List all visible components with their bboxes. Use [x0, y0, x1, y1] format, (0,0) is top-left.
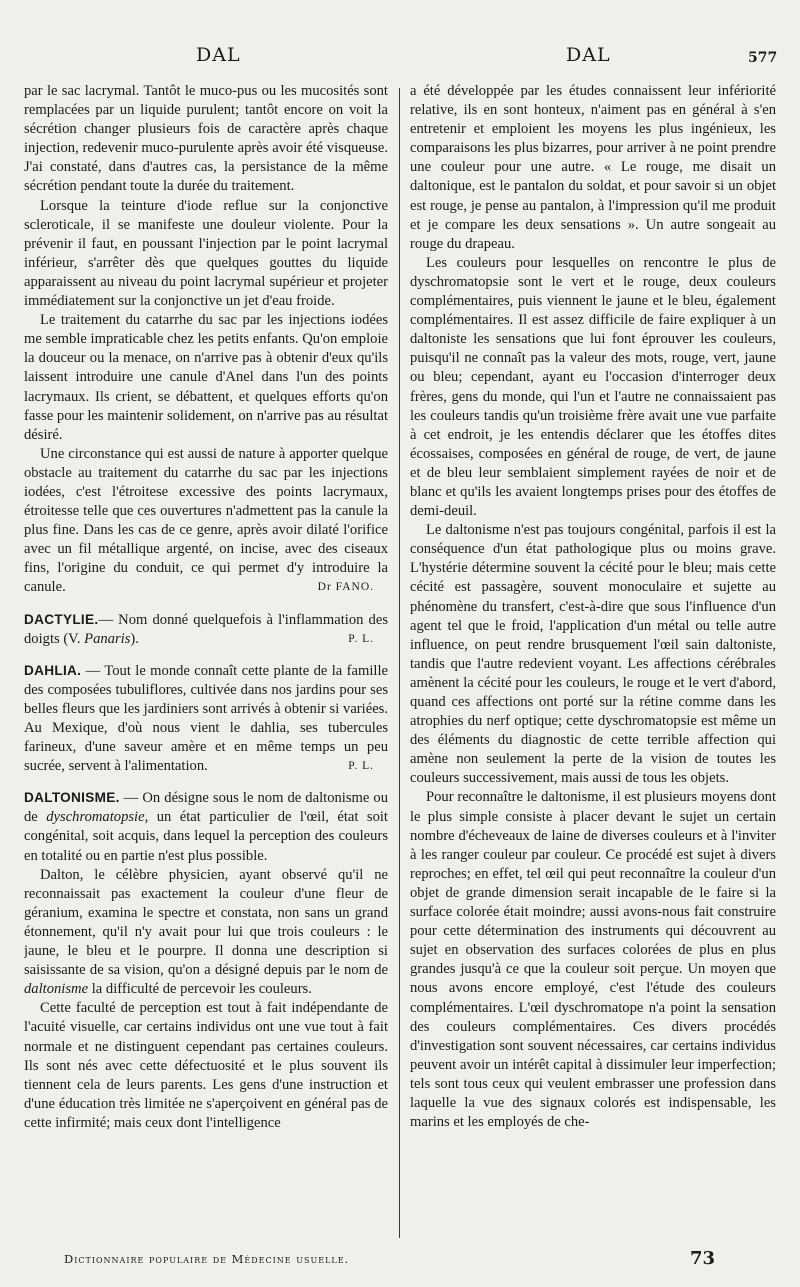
- paragraph: par le sac lacrymal. Tantôt le muco-pus ou les mucosités sont remplacées par un liquide purulent; tantôt encore on voit la sécrétion changer plusieurs fois de caractère après chaque injection, redevenir muco-purulente après avoir été visqueuse. J'ai constaté, dans d'autres cas, la persistance de la même sécrétion pendant toute la durée du traitement.: [24, 83, 388, 195]
- running-head-left: DAL: [196, 44, 241, 66]
- paragraph-text: la difficulté de percevoir les couleurs.: [88, 981, 312, 998]
- page-number: 577: [748, 50, 778, 66]
- paragraph: Le daltonisme n'est pas toujours congénital, parfois il est la conséquence d'un état pathologique plus ou moins grave. L'hystérie détermine souvent la cécité pour le bleu; mais cette cécité est passagère, souvent monoculaire et sujette au phénomène du transfert, c'est-à-dire que sous l'influence d'un agent tel que le froid, l'application d'un métal ou telle autre influence, on peut rendre brusquement l'œil sain daltoniste, tandis que l'autre redevient voyant. Les affections cérébrales amènent la cécité pour les couleurs, le rouge et le vert d'abord, quand ces affections ont porté sur la rétine comme dans les atrophies du nerf optique; cette dyschromatopsie est même un des éléments du diagnostic de cette terrible affection qui amène non seulement la perte de la vision de toutes les couleurs successivement, mais aussi de tous les objets.: [410, 522, 776, 787]
- paragraph: Les couleurs pour lesquelles on rencontre le plus de dyschromatopsie sont le vert et le rouge, deux couleurs complémentaires, puis viennent le jaune et le bleu, également complémentaires. Il est assez difficile de faire expliquer à un daltoniste les sensations que lui font éprouver les couleurs, puisqu'il ne connaît pas la valeur des mots, rouge, vert, jaune ou bleu; cependant, ayant eu l'occasion d'interroger deux frères, gens du monde, qui l'un et l'autre ne connaissaient pas les couleurs tandis qu'un troisième frère avait une vue parfaite à cet endroit, je les entendis déclarer que les étoffes dites écossaises, composées en général de rouge, de vert, de jaune et de bleu leur semblaient simplement rayées de noir et de blanc et qu'ils les avaient longtemps prises pour des étoffes de demi-deuil.: [410, 254, 776, 520]
- entry-text: — Nom donné quelquefois à l'inflammation des doigts (V.: [24, 611, 388, 647]
- author-signature: Dr FANO.: [317, 581, 374, 594]
- sheet-signature: 73: [690, 1248, 716, 1269]
- paragraph: Le traitement du catarrhe du sac par les injections iodées me semble impraticable chez les petits enfants. Qu'on emploie la douceur ou la menace, on n'arrive pas à obtenir d'eux qu'ils laissent introduire une canule d'Anel dans l'un des points lacrymaux. Ils crient, se débattent, et quelques efforts qu'on fasse pour les maintenir solidement, on n'arrive pas au résultat désiré.: [24, 312, 388, 443]
- left-column: [24, 82, 388, 1242]
- entry-italic: dyschromatopsie: [46, 809, 145, 826]
- entry-reference: Panaris: [84, 630, 131, 647]
- author-signature: P. L.: [348, 760, 374, 773]
- entry-term: DALTONISME.: [24, 790, 120, 806]
- entry-daltonisme: [24, 788, 388, 865]
- paragraph: a été développée par les études connaissent leur infériorité relative, ils en sont honteux, n'aiment pas en général à s'en entretenir et emploient les moyens les plus ingénieux, les comparaisons les plus bizarres, pour arriver à ne point prendre une couleur pour une autre. « Le rouge, me disait un daltonique, est le pantalon du soldat, et pour savoir si un objet est rouge, je pense au pantalon, à l'impression qu'il me produit et je compare les deux sensations ». Un autre songeait au rouge du drapeau.: [410, 83, 776, 252]
- entry-term: DACTYLIE.: [24, 611, 99, 627]
- paragraph: [24, 866, 388, 1000]
- entry-dactylie: [24, 610, 388, 649]
- running-head-right: DAL: [566, 44, 611, 66]
- paragraph-text: Dalton, le célèbre physicien, ayant observé qu'il ne reconnaissait pas exactement la couleur d'une fleur de géranium, examina le spectre et constata, non sans un grand étonnement, qu'il n'y avait pour lui que trois couleurs : le jaune, le bleu et le pourpre. Il donna une description si saisissante de sa vision, qu'on a désigné depuis par le nom de: [24, 866, 388, 979]
- paragraph: Lorsque la teinture d'iode reflue sur la conjonctive scleroticale, il se manifeste une douleur violente. Pour la prévenir il faut, en poussant l'injection par le point lacrymal inférieur, s'arrêter dès que quelques gouttes du liquide apparaissent au niveau du point lacrymal supérieur et projeter immédiatement sur la conjonctive un jet d'eau froide.: [24, 197, 388, 310]
- paragraph-text: Une circonstance qui est aussi de nature à apporter quelque obstacle au traitement du catarrhe du sac par les injections iodées, c'est l'étroitese excessive des points lacrymaux, étroitesse telle que ces ouvertures n'admettent pas la canule la plus fine. Dans les cas de ce genre, après avoir dilaté l'orifice avec un fil métallique argenté, on incise, avec des ciseaux fins, l'origine du conduit, ce qui permet d'y introduire la canule.: [24, 445, 388, 596]
- entry-text: , un état particulier de l'œil, état soit congénital, soit acquis, dans lequel la perception des couleurs en totalité ou en partie n'est plus possible.: [24, 809, 388, 864]
- paragraph: Pour reconnaître le daltonisme, il est plusieurs moyens dont le plus simple consiste à placer devant le sujet un certain nombre d'écheveaux de laine de diverses couleurs et à l'inviter à les ranger couleur par couleur. Ce procédé est sujet à divers reproches; en effet, tel œil qui peut reconnaître la couleur d'un objet de grande dimension serait incapable de le faire si la surface colorée était moindre; aussi avons-nous fait construire pour cette détermination des instruments qui découvrent au sujet en observation des surfaces colorées de plus en plus grandes jusqu'à ce que la couleur soit perçue. Un moyen que nous avons encore employé, c'est l'étude des couleurs complémentaires. L'œil dyschromatope n'a point la sensation des couleurs complémentaires. Ces divers procédés d'investigation sont souvent nécessaires, car certains individus peuvent avoir un intérêt capital à dissimuler leur imperfection; tels sont tous ceux qui veulent embrasser une profession dans laquelle la vue des signaux colorés est indispensable, les marins et les employés de che-: [410, 789, 776, 1131]
- column-rule: [399, 88, 400, 1238]
- paragraph-italic: daltonisme: [24, 981, 89, 998]
- entry-dahlia: [24, 661, 388, 777]
- paragraph: Cette faculté de perception est tout à fait indépendante de l'acuité visuelle, car certains individus ont une vue tout à fait normale et ne distinguent cependant pas certaines couleurs. Ils sont nés avec cette défectuosité et le plus souvent ils tiennent cela de leurs parents. Les gens d'une instruction et d'une éducation très limitée ne s'aperçoivent en général pas de cette infirmité; mais ceux dont l'intelligence: [24, 1000, 388, 1131]
- entry-text: — Tout le monde connaît cette plante de la famille des composées tubuliflores, cultivée dans nos jardins pour ses belles fleurs que les jardiniers sont arrivés à obtenir si variées. Au Mexique, d'où nous vient le dahlia, ses tubercules farineux, d'une saveur amère et en même temps un peu sucrée, servent à l'alimentation.: [24, 662, 388, 775]
- entry-term: DAHLIA.: [24, 662, 82, 678]
- paragraph: [24, 445, 388, 598]
- entry-text: — On désigne sous le nom de daltonisme ou de: [24, 790, 388, 826]
- entry-text-end: ).: [130, 630, 139, 647]
- footer-title: Dictionnaire populaire de Médecine usuelle.: [64, 1252, 350, 1266]
- author-signature: P. L.: [348, 632, 374, 645]
- right-column: [410, 82, 776, 1242]
